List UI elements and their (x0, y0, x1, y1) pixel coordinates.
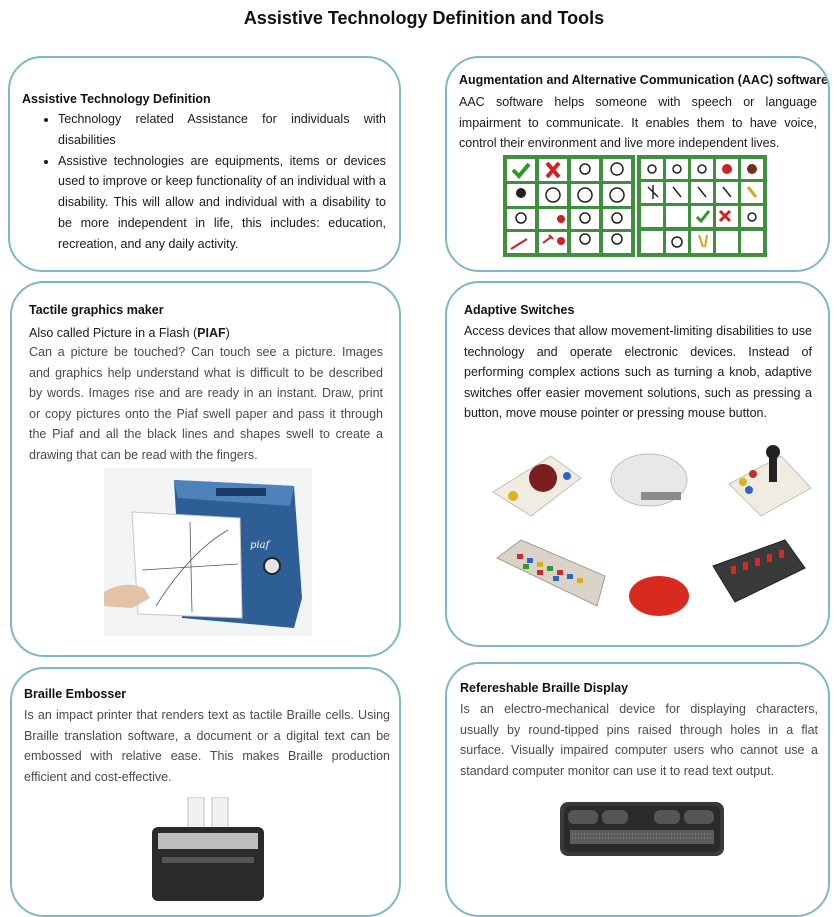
tactile-subtitle-suffix: ) (225, 326, 230, 340)
piaf-machine-image (104, 468, 312, 636)
embosser-image (146, 797, 272, 901)
embosser-body: Is an impact printer that renders text as tactile Braille cells. Using Braille translation software, a document or a digital text can be embossed with relative ease. This makes Braille production efficient and cost-effective. (24, 708, 390, 784)
switches-heading: Adaptive Switches (464, 303, 575, 317)
embosser-heading: Braille Embosser (24, 687, 127, 701)
definition-heading: Assistive Technology Definition (22, 92, 211, 106)
definition-card (8, 56, 401, 272)
definition-bullet: • Assistive technologies are equipments, items or devices used to improve or keep functionality of an individual with a disability. This will allow and individual with a disability to be more independent in life, this includes: education, recreation, and any daily activity. (58, 151, 386, 255)
switches-body: Access devices that allow movement-limiting disabilities to use technology and operate electronic devices. Instead of performing complex actions such as turning a knob, adaptive switches offer easier movement solutions, such as pressing a button, move mouse pointer or pressing mouse button. (464, 324, 812, 421)
braille-display-image (558, 798, 726, 860)
definition-bullet: • Technology related Assistance for individuals with disabilities (58, 109, 386, 151)
display-card (445, 662, 830, 917)
display-heading: Refereshable Braille Display (460, 681, 629, 695)
aac-boards-image (503, 155, 767, 257)
switches-card (445, 281, 830, 647)
display-image (558, 798, 726, 860)
adaptive-switches-image (481, 436, 821, 626)
aac-body: AAC software helps someone with speech or language impairment to communicate. It enables them to have voice, control their environment and live more independent lives. (459, 95, 817, 151)
tactile-card (10, 281, 401, 657)
tactile-body: Can a picture be touched? Can touch see a picture. Images and graphics help understand what is difficult to be described by words. Images rise and are ready in an instant. Draw, print or copy pictures onto the Piaf swell paper and pass it through the Piaf and all the black lines and shapes swell to create a drawing that can be read with the fingers. (29, 345, 383, 462)
aac-symbol-boards (503, 155, 767, 257)
tactile-subtitle (29, 323, 230, 343)
aac-card (445, 56, 830, 272)
tactile-subtitle-prefix: Also called Picture in a Flash ( (29, 326, 198, 340)
svg-text:piaf: piaf (250, 540, 270, 551)
switches-images (481, 436, 821, 626)
display-body: Is an electro-mechanical device for displaying characters, usually by round-tipped pins raised through holes in a flat surface. Visually impaired computer users who cannot use a standard computer monitor can use it to read text output. (460, 702, 818, 778)
braille-embosser-image (146, 797, 272, 901)
tactile-subtitle-bold: PIAF (197, 326, 226, 340)
page-title: Assistive Technology Definition and Tools (243, 8, 605, 28)
aac-heading: Augmentation and Alternative Communication (AAC) software (459, 73, 829, 87)
embosser-card (10, 667, 401, 917)
definition-list (22, 109, 386, 255)
tactile-heading: Tactile graphics maker (29, 303, 164, 317)
piaf-image (104, 468, 312, 636)
